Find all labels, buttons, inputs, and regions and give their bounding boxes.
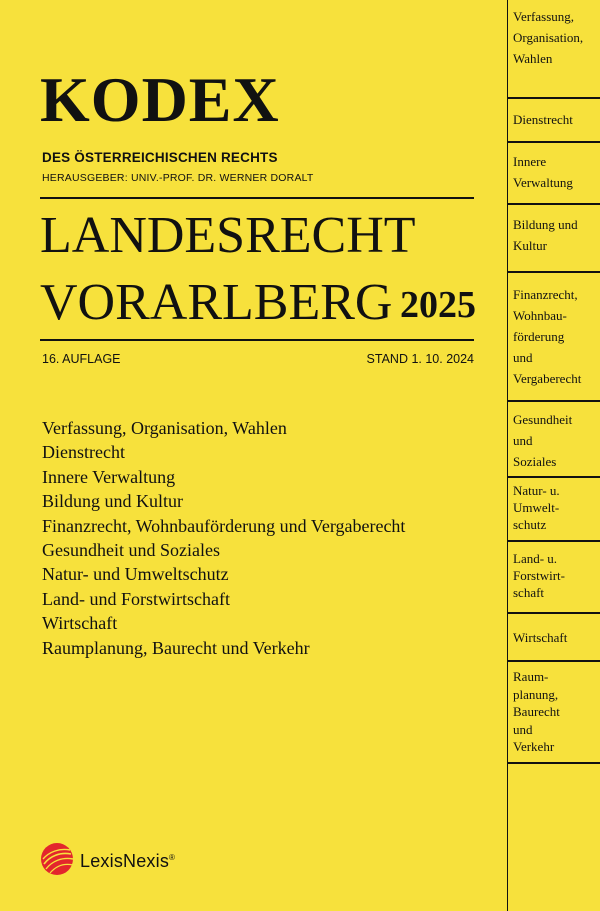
contents-item: Dienstrecht — [42, 442, 125, 463]
tab-divider — [508, 660, 600, 662]
tab-divider — [508, 203, 600, 205]
edition-label: 16. AUFLAGE — [42, 352, 121, 366]
contents-list — [42, 416, 405, 660]
tab-label: Verkehr — [513, 739, 555, 754]
tab-label: Gesundheit — [513, 412, 573, 427]
tab-divider — [508, 97, 600, 99]
tab-label: Finanzrecht, — [513, 287, 578, 302]
tab-label: Wahlen — [513, 51, 553, 66]
tab-divider — [508, 762, 600, 764]
tab-divider — [508, 400, 600, 402]
status-date: STAND 1. 10. 2024 — [366, 352, 474, 366]
tab-label: Wohnbau- — [513, 308, 567, 323]
tab-label: Kultur — [513, 238, 547, 253]
series-subtitle: DES ÖSTERREICHISCHEN RECHTS — [42, 150, 278, 165]
tab-label: Organisation, — [513, 30, 584, 45]
tab-finanzrecht[interactable] — [508, 284, 600, 389]
contents-item: Verfassung, Organisation, Wahlen — [42, 418, 287, 438]
tab-divider — [508, 271, 600, 273]
tab-gesundheit-soziales[interactable] — [508, 409, 600, 472]
tab-label: schutz — [513, 517, 547, 532]
title-line-2: VORARLBERG — [40, 274, 393, 331]
tab-label: planung, — [513, 686, 559, 702]
tab-label: Soziales — [513, 454, 557, 469]
tab-label: förderung — [513, 329, 565, 344]
tab-label: Verfassung, — [513, 9, 575, 24]
contents-item: Innere Verwaltung — [42, 466, 176, 487]
publisher-name: LexisNexis® — [80, 850, 176, 871]
contents-item: Gesundheit und Soziales — [42, 540, 220, 561]
contents-item: Natur- und Umweltschutz — [42, 564, 229, 585]
top-rule — [40, 197, 474, 199]
tab-divider — [508, 612, 600, 614]
contents-item: Wirtschaft — [42, 613, 118, 634]
title-line-1: LANDESRECHT — [40, 207, 416, 264]
lexisnexis-logo-icon — [40, 842, 74, 881]
tab-label: Forstwirt- — [513, 568, 565, 583]
contents-item: Raumplanung, Baurecht und Verkehr — [42, 637, 310, 658]
tab-label: und — [513, 433, 533, 448]
tab-label: Innere — [513, 154, 547, 169]
tab-label: Umwelt- — [513, 500, 560, 515]
tab-divider — [508, 540, 600, 542]
tab-label: Dienstrecht — [513, 112, 573, 127]
contents-item: Bildung und Kultur — [42, 491, 184, 512]
tab-label: schaft — [513, 585, 545, 600]
publisher-logo — [40, 844, 175, 878]
tab-land-forstwirtschaft[interactable] — [508, 550, 600, 601]
tab-divider — [508, 141, 600, 143]
tab-label: Verwaltung — [513, 175, 573, 190]
tab-label: Land- u. — [513, 551, 558, 566]
bottom-rule — [40, 339, 474, 341]
tab-innere-verwaltung[interactable] — [508, 151, 600, 193]
tab-dienstrecht[interactable] — [508, 109, 600, 130]
tab-label: Raum- — [513, 669, 549, 684]
side-index-tabs — [507, 0, 600, 911]
tab-raumplanung[interactable] — [508, 668, 600, 756]
tab-label: Vergaberecht — [513, 371, 582, 386]
tab-label: und — [513, 721, 533, 737]
tab-wirtschaft[interactable] — [508, 627, 600, 648]
tab-label: Wirtschaft — [513, 630, 568, 645]
contents-item: Land- und Forstwirtschaft — [42, 588, 230, 609]
tab-label: Bildung und — [513, 217, 578, 232]
editor-line: HERAUSGEBER: UNIV.-PROF. DR. WERNER DORALT — [42, 172, 314, 184]
brand-title: KODEX — [40, 64, 280, 135]
tab-label: Natur- u. — [513, 483, 560, 498]
tab-divider — [508, 476, 600, 478]
tab-bildung-kultur[interactable] — [508, 214, 600, 256]
tab-label: und — [513, 350, 533, 365]
tab-natur-umweltschutz[interactable] — [508, 482, 600, 533]
tab-verfassung[interactable] — [508, 6, 600, 69]
tab-label: Baurecht — [513, 704, 560, 719]
contents-item: Finanzrecht, Wohnbauförderung und Vergaberecht — [42, 515, 406, 536]
edition-year: 2025 — [400, 284, 476, 326]
